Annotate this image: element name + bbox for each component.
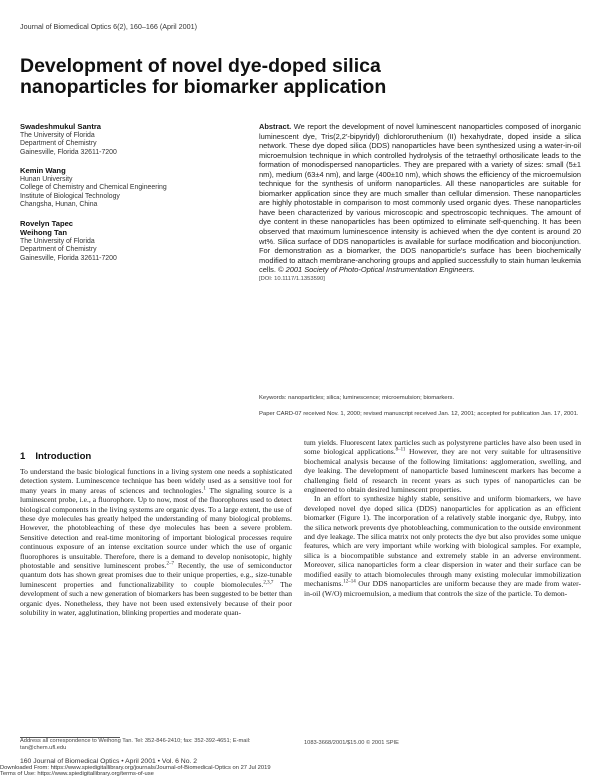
body-column-right xyxy=(304,438,581,598)
citation: 8–11 xyxy=(395,447,406,453)
affiliation-line: The University of Florida xyxy=(20,237,95,245)
affiliation-line: Department of Chemistry xyxy=(20,140,97,147)
issn-line: 1083-3668/2001/$15.00 © 2001 SPIE xyxy=(304,740,399,746)
body-text: tum yields. Fluorescent latex particles such as polystyrene particles have also been used in some biological applications. xyxy=(304,438,581,457)
body-text: Recently, the use of semiconductor quantum dots has shown great promises due to their unique properties, e.g., size-tunable luminescent properties and functionalizability to couple biomolecules. xyxy=(20,561,293,589)
affiliation-line: The University of Florida xyxy=(20,131,95,139)
doi: [DOI: 10.1117/1.1353590] xyxy=(259,275,325,282)
body-text: The signaling source is a luminescent probe, i.e., a fluorophore. Up to now, most of the fluorophores used to detect biological components in the living systems are organic dyes. To a large extent, the use of these dye molecules has greatly helped the understanding of many biological problems. However, the photobleaching of these dye molecules has been a severe problem. Sensitive detection and real-time monitoring of important biological processes require continuous exposure of an intense excitation source under which the use of organic fluorophores is unsuitable. Therefore, there is a demand to develop nonisotopic, highly photostable and sensitive luminescent probes. xyxy=(20,485,293,571)
body-text: However, they are not very suitable for ultrasensitive biochemical analysis because of the following limitations: agglomeration, swelling, and dye leaking. The development of nanoparticle based luminescent markers has become a challenging field of research in recent years as such types of nanoparticles can be engineered to obtain desired luminescent properties. xyxy=(304,447,581,495)
abstract-label: Abstract. xyxy=(259,122,292,131)
citation: 2–7 xyxy=(166,561,174,567)
citation: 12–14 xyxy=(343,579,356,585)
terms-line: Terms of Use: https://www.spiedigitallibrary.org/terms-of-use xyxy=(0,771,154,777)
page-footer: 160 Journal of Biomedical Optics • April 2001 • Vol. 6 No. 2 xyxy=(20,758,198,765)
body-column-left xyxy=(20,467,292,618)
abstract-copyright: © 2001 Society of Photo-Optical Instrumentation Engineers. xyxy=(278,265,475,275)
download-notice xyxy=(0,765,271,777)
affiliation-line: College of Chemistry and Chemical Engineering xyxy=(20,184,167,191)
section-title: Introduction xyxy=(35,451,92,462)
affiliation-line: Institute of Biological Technology xyxy=(20,192,120,200)
author-list xyxy=(20,122,255,263)
paper-title: Development of novel dye-doped silica nanoparticles for biomarker application xyxy=(20,55,387,98)
citation: 2,3,7 xyxy=(263,580,274,586)
author-name: Kemin Wang xyxy=(20,166,66,175)
body-text: To understand the basic biological functions in a living system one needs a sophisticated detection system. Luminescence technique has been widely used as a sensitive tool for many years in many areas of sciences and technologies. xyxy=(20,467,292,495)
author-block xyxy=(20,219,255,264)
abstract-text: We report the development of novel luminescent nanoparticles composed of inorganic luminescent dye, Tris(2,2′-bipyridyl) dichlororuthenium (II) hexahydrate, doped inside a silica network. These dye doped silica (DDS) nanoparticles have been synthesized using a water-in-oil microemulsion technique in which controlled hydrolysis of the tetraethyl orthosilicate leads to the formation of monodispersed nanoparticles. They are prepared with a variety of sizes: small (5±1 nm), medium (63±4 nm), and large (400±10 nm), which shows the efficiency of the microemulsion technique for the synthesis of uniform nanoparticles. All these nanoparticles are suitable for biomarker application since they are much smaller than cellular dimension. These nanoparticles are highly photostable in comparison to most commonly used organic dyes. These nanoparticles have been characterized by various microscopic and spectroscopic techniques. The amount of dye content in these nanoparticles has been optimized to eliminate self-quenching. It has been observed that maximum luminescence intensity is achieved when the dye content is around 20 wt%. Silica surface of DDS nanoparticles is available for surface modification and bioconjunction. For demonstration as a biomarker, the DDS nanoparticle's surface has been biochemically modified to attach membrane-anchoring groups and applied successfully to stain human leukemia cells. xyxy=(259,122,581,275)
body-text: Our DDS nanoparticles are uniform because they are made from water-in-oil (W/O) microemulsion, a medium that controls the size of the particle. To demon- xyxy=(304,579,581,598)
section-heading xyxy=(20,451,91,462)
affiliation-line: Hunan University xyxy=(20,175,73,183)
author-name: Rovelyn Tapec xyxy=(20,218,74,228)
author-block xyxy=(20,166,255,210)
download-line: Downloaded From: https://www.spiedigitallibrary.org/journals/Journal-of-Biomedical-Optics on 27 Jul 2019 xyxy=(0,765,271,771)
body-text: In an effort to synthesize highly stable, sensitive and uniform biomarkers, we have developed novel dye doped silica (DDS) nanoparticles for application as an efficient biomarker (Figure 1). The incorporation of a relatively stable inorganic dye, Rubpy, into the silica network prevents dye photobleaching, communication to the outside environment and dye leakage. The silica matrix not only protects the dye but also provides some unique features, which are very important while working with biological samples. For example, silica is a biocompatible substance and extremely stable in an adverse environment. Moreover, silica nanoparticles form a clear dispersion in water and their surface can be modified easily to attach biomolecules through many existing molecular immobilization mechanisms. xyxy=(304,494,581,589)
journal-header: Journal of Biomedical Optics 6(2), 160–166 (April 2001) xyxy=(20,22,197,31)
keywords: Keywords: nanoparticles; silica; luminescence; microemulsion; biomarkers. xyxy=(259,395,455,401)
author-block xyxy=(20,122,255,157)
affiliation-line: Changsha, Hunan, China xyxy=(20,201,98,208)
body-text: The development of such a new generation of biomarkers has been suggested to be better than organic dyes. Nonetheless, they have not been used extensively because of their poor solubility in water, agglutination, blinking properties and moderate quan- xyxy=(20,579,292,618)
abstract xyxy=(259,122,581,283)
section-number: 1 xyxy=(20,451,26,462)
body-paragraph xyxy=(304,438,581,494)
affiliation-line: Gainesville, Florida 32611-7200 xyxy=(20,254,117,262)
author-name: Swadeshmukul Santra xyxy=(20,122,102,131)
author-name: Weihong Tan xyxy=(20,228,67,237)
body-paragraph xyxy=(304,494,581,597)
received-dates: Paper CARD-07 received Nov. 1, 2000; revised manuscript received Jan. 12, 2001; accepted for publication Jan. 17, 2001. xyxy=(259,411,579,417)
affiliation-line: Department of Chemistry xyxy=(20,246,97,253)
citation: 1 xyxy=(203,486,206,492)
body-paragraph xyxy=(20,467,292,618)
correspondence-note: Address all correspondence to Weihong Tan. Tel: 352-846-2410; fax: 352-392-4651; E-mail: tan@chem.ufl.edu xyxy=(20,738,251,752)
affiliation-line: Gainesville, Florida 32611-7200 xyxy=(20,148,117,156)
